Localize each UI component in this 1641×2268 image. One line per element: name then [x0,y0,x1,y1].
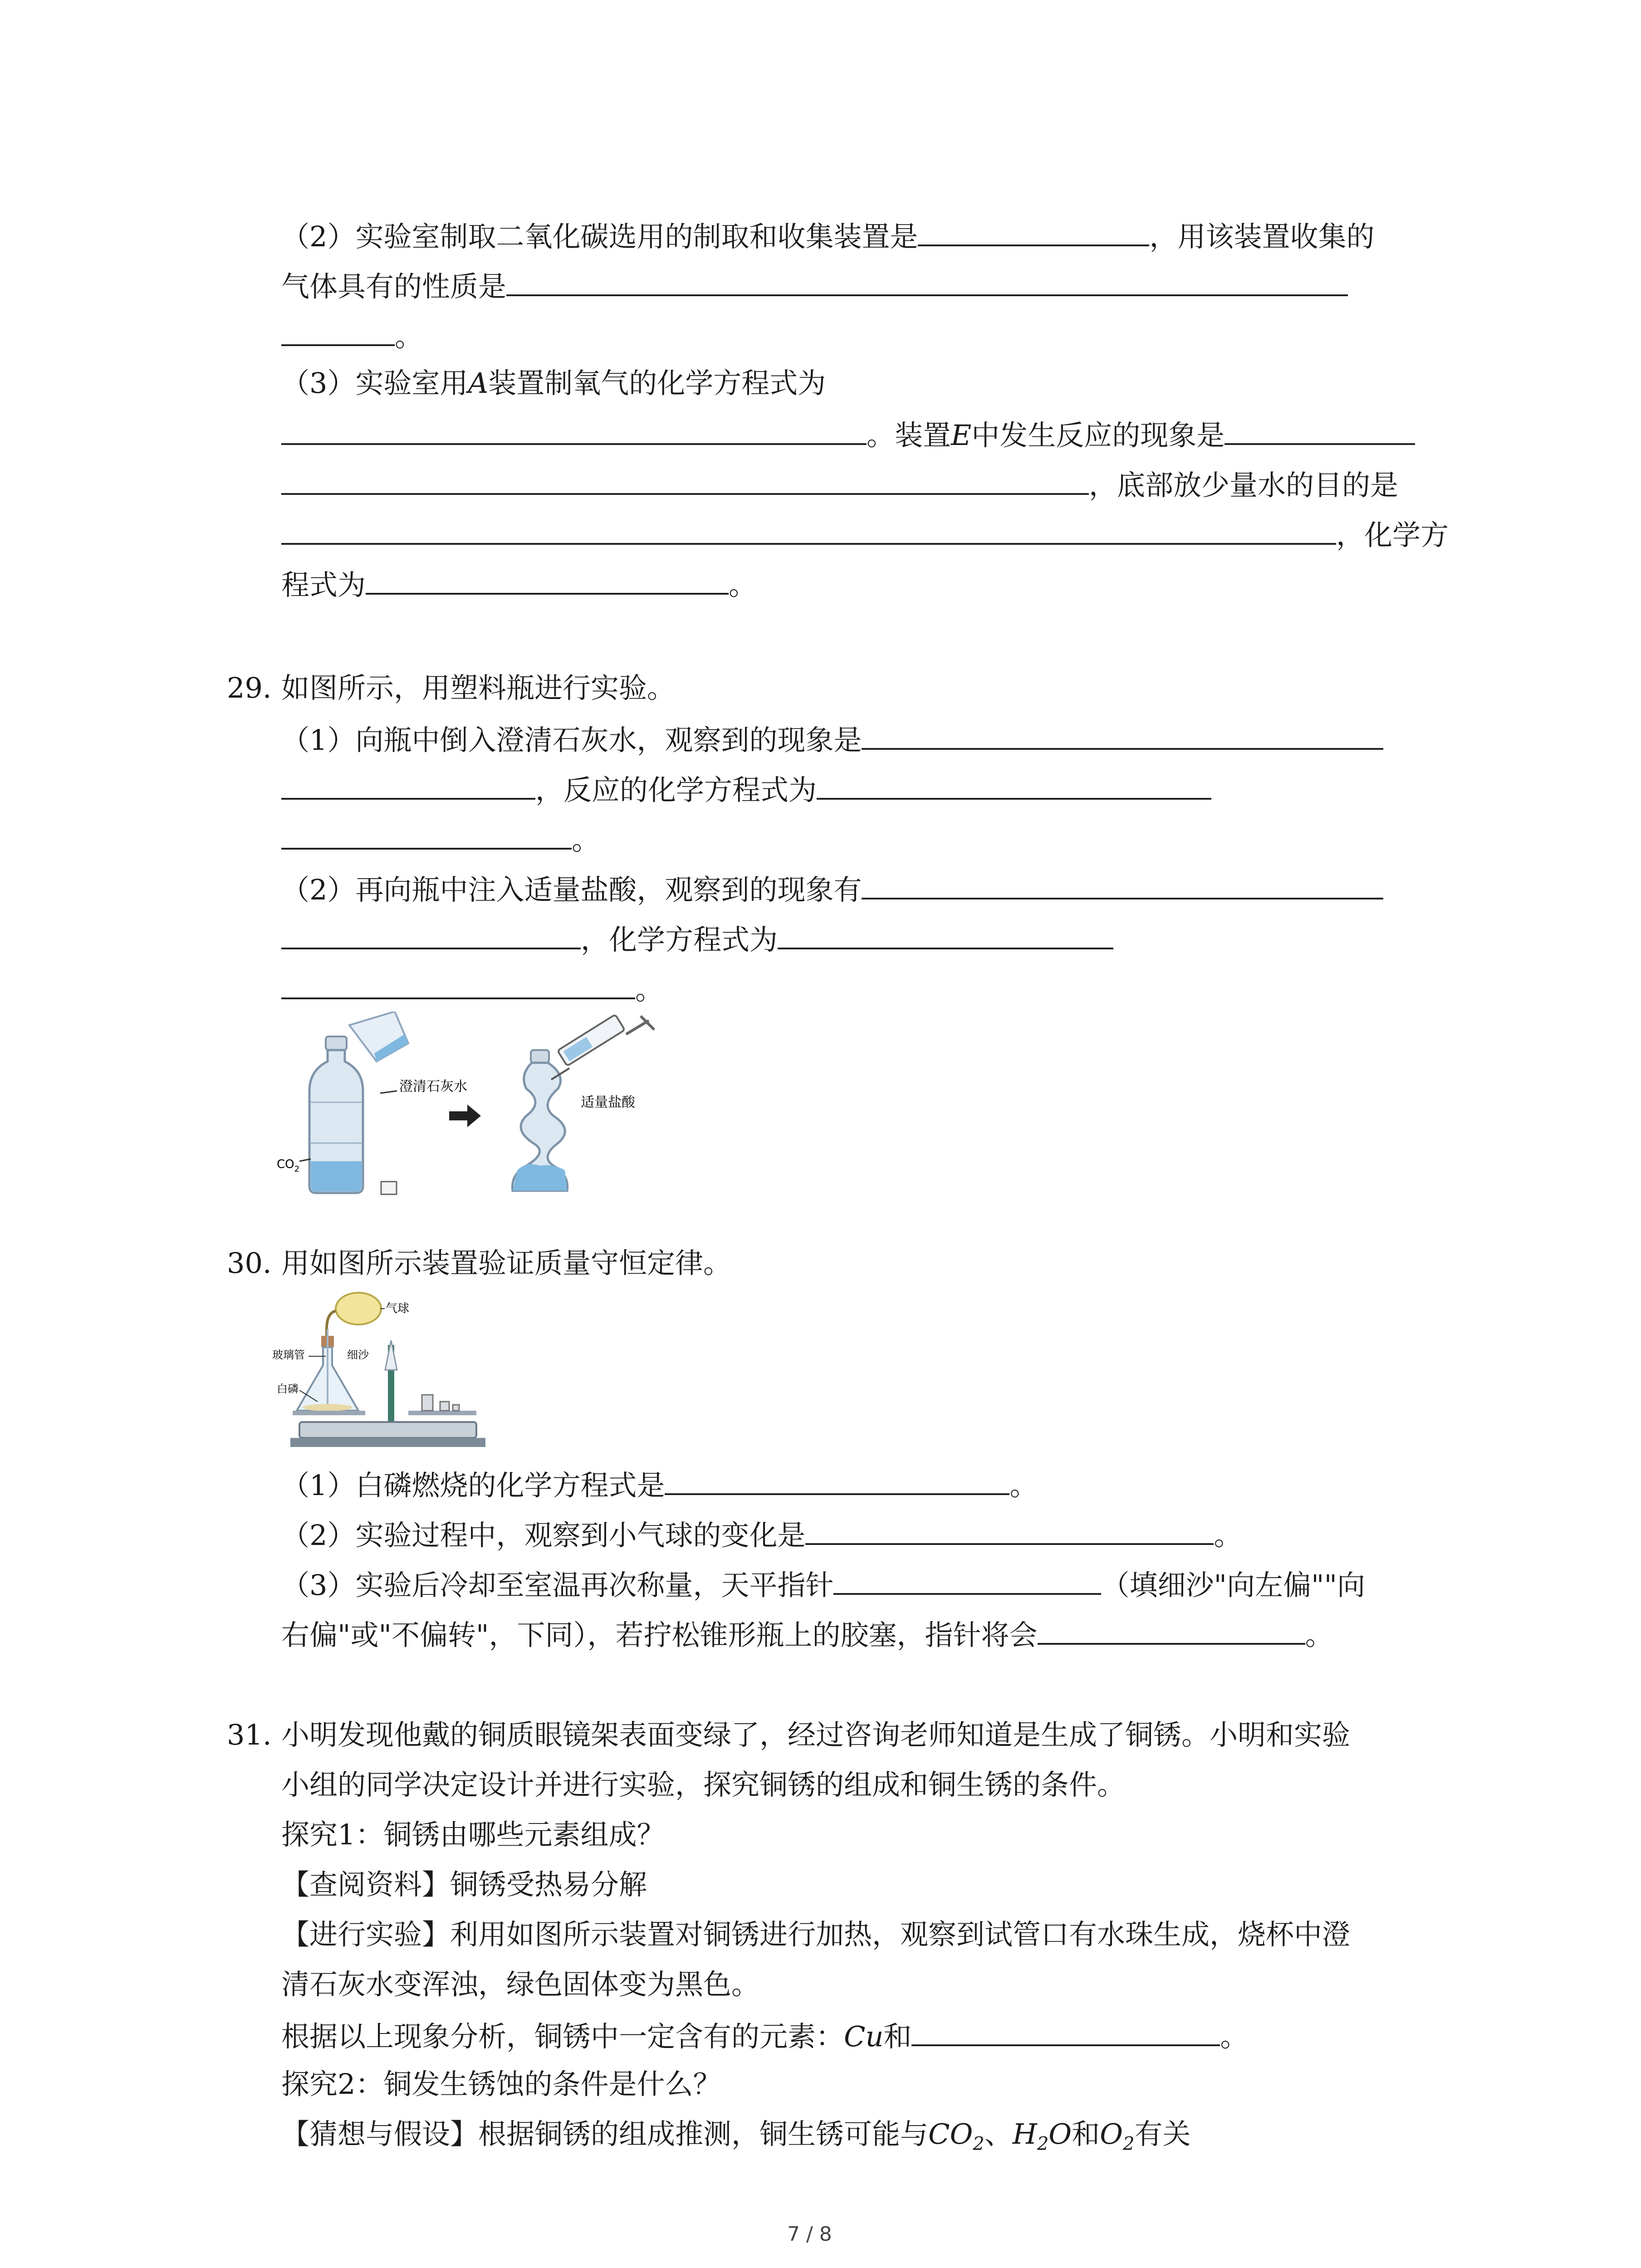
q29-2-line1 [281,870,1383,908]
answer-blank[interactable] [817,770,1211,800]
q28-3-line3 [281,465,1398,503]
conical-flask-icon [297,1329,358,1411]
glass-tube-label: 玻璃管 [272,1349,305,1361]
q31-and: 和 [883,2020,912,2053]
q28-3-mid: 。装置 [867,419,951,452]
crushed-bottle-icon [512,1050,567,1191]
q31-text7: 根据以上现象分析，铜锈中一定含有的元素： [281,2020,844,2053]
q31-line1 [227,1717,1350,1753]
question-number: 31. [227,1718,272,1751]
answer-blank[interactable] [1038,1615,1305,1645]
q31-line8 [281,2066,721,2102]
answer-blank[interactable] [281,919,581,949]
q31-tail9: 有关 [1134,2117,1191,2151]
separator: 、 [984,2117,1013,2151]
q28-3-line2 [281,415,1415,454]
white-phosphorus-label: 白磷 [277,1383,299,1395]
bottle-with-co2-icon [299,1036,397,1194]
q31-text9: 【猜想与假设】根据铜锈的组成推测，铜生锈可能与 [281,2117,929,2151]
q28-3-tail2: 中发生反应的现象是 [971,419,1225,452]
answer-blank[interactable] [281,415,867,445]
q29-2-tail: ，化学方程式为 [581,923,778,956]
answer-blank[interactable] [862,870,1383,899]
balloon-icon [327,1293,381,1340]
answer-blank[interactable] [281,969,635,999]
answer-blank[interactable] [833,1565,1101,1595]
answer-blank[interactable] [918,216,1149,246]
q29-2-line3 [281,969,663,1008]
answer-blank[interactable] [281,770,535,800]
o2-formula: $O_2$ [1100,2117,1135,2155]
period: 。 [1220,2020,1249,2053]
q31-and2: 和 [1072,2117,1100,2151]
co2-formula: $CO_2$ [928,2117,985,2155]
q31-text8: 探究2：铜发生锈蚀的条件是什么？ [281,2068,721,2101]
answer-blank[interactable] [281,316,395,346]
q30-1-text: （1）白磷燃烧的化学方程式是 [281,1469,665,1502]
q31-text2: 小组的同学决定设计并进行实验，探究铜锈的组成和铜生锈的条件。 [281,1768,1126,1801]
q30-3-text: （3）实验后冷却至室温再次称量，天平指针 [281,1569,834,1602]
q28-3-tail3: ，底部放少量水的目的是 [1089,469,1399,502]
q30-1 [281,1465,1038,1504]
period: 。 [1305,1618,1333,1652]
answer-blank[interactable] [862,720,1383,750]
answer-blank[interactable] [506,266,1348,296]
q28-3-line5 [281,565,757,603]
answer-blank[interactable] [281,820,572,850]
q31-line3 [281,1817,665,1853]
q28-3-line4 [281,515,1449,553]
right-arrow-icon [449,1105,481,1127]
question-number: 29. [227,671,272,704]
q28-3-tail4: ，化学方 [1336,518,1449,552]
q29-2-text: （2）再向瓶中注入适量盐酸，观察到的现象有 [281,873,862,906]
question-number: 30. [227,1246,272,1280]
q31-line6 [281,1966,759,2003]
q28-3-text: （3）实验室用 [281,367,468,400]
q28-2-text: （2）实验室制取二氧化碳选用的制取和收集装置是 [281,220,918,253]
page-number: 7 / 8 [787,2223,832,2246]
q31-text4: 【查阅资料】铜锈受热易分解 [281,1868,647,1901]
q28-2-line1 [281,216,1374,255]
q29-1-line2 [281,770,1211,808]
period: 。 [572,823,600,856]
fine-sand-label: 细沙 [347,1349,369,1361]
answer-blank[interactable] [911,2016,1220,2046]
period: 。 [729,568,757,601]
balance-figure [272,1290,508,1454]
q31-text6: 清石灰水变浑浊，绿色固体变为黑色。 [281,1968,760,2001]
period: 。 [1214,1519,1242,1552]
question-stem: 用如图所示装置验证质量守恒定律。 [281,1246,732,1280]
answer-blank[interactable] [366,565,729,595]
pouring-beaker-icon [349,1012,408,1061]
q29-1-line1 [281,720,1383,758]
answer-blank[interactable] [281,465,1089,495]
q28-2-line3 [281,316,423,355]
hcl-label: 适量盐酸 [581,1095,635,1110]
co2-label: $CO_2$ [277,1158,300,1174]
q30-2-text: （2）实验过程中，观察到小气球的变化是 [281,1519,806,1552]
q29-stem [227,670,675,706]
q31-text3: 探究1：铜锈由哪些元素组成？ [281,1818,665,1851]
question-stem: 如图所示，用塑料瓶进行实验。 [281,671,676,704]
q28-3-line1 [281,365,826,401]
balloon-label: 气球 [386,1302,410,1315]
q28-3-tail: 装置制氧气的化学方程式为 [488,367,826,400]
device-e-label: E [951,419,972,452]
h2o-formula: $H_2O$ [1012,2117,1072,2155]
q30-3-line1 [281,1565,1365,1603]
period: 。 [395,320,423,353]
q31-text1: 小明发现他戴的铜质眼镜架表面变绿了，经过咨询老师知道是生成了铜锈。小明和实验 [281,1718,1351,1751]
cu-symbol: Cu [844,2020,884,2053]
q31-line4 [281,1867,647,1903]
q30-3-tail: （填细沙"向左偏""向 [1101,1569,1366,1602]
q29-1-line3 [281,820,600,858]
q29-1-tail: ，反应的化学方程式为 [535,773,817,807]
period: 。 [1009,1469,1038,1502]
q31-text5: 【进行实验】利用如图所示装置对铜锈进行加热，观察到试管口有水珠生成，烧杯中澄 [281,1918,1351,1951]
answer-blank[interactable] [805,1515,1214,1545]
device-a-label: A [468,367,489,400]
q30-2 [281,1515,1242,1554]
q28-3-text5: 程式为 [281,568,366,601]
q31-line7 [281,2016,1248,2055]
syringe-icon [551,1015,654,1080]
q28-2-text2: 气体具有的性质是 [281,270,507,303]
q31-line5 [281,1916,1350,1953]
q28-2-line2 [281,266,1348,305]
answer-blank[interactable] [281,515,1336,545]
answer-blank[interactable] [778,919,1113,949]
q30-3-line2 [281,1615,1333,1653]
q28-2-tail: ，用该装置收集的 [1149,220,1375,253]
q31-line9 [281,2116,1190,2162]
plastic-bottle-figure [272,1012,726,1202]
q30-3-text2: 右偏"或"不偏转"，下同），若拧松锥形瓶上的胶塞，指针将会 [281,1618,1038,1652]
answer-blank[interactable] [665,1465,1009,1495]
q29-1-text: （1）向瓶中倒入澄清石灰水，观察到的现象是 [281,723,862,757]
q29-2-line2 [281,919,1113,958]
limewater-label: 澄清石灰水 [399,1079,467,1095]
q30-stem [227,1245,731,1281]
period: 。 [635,973,664,1006]
q31-line2 [281,1767,1125,1803]
answer-blank[interactable] [1225,415,1415,445]
